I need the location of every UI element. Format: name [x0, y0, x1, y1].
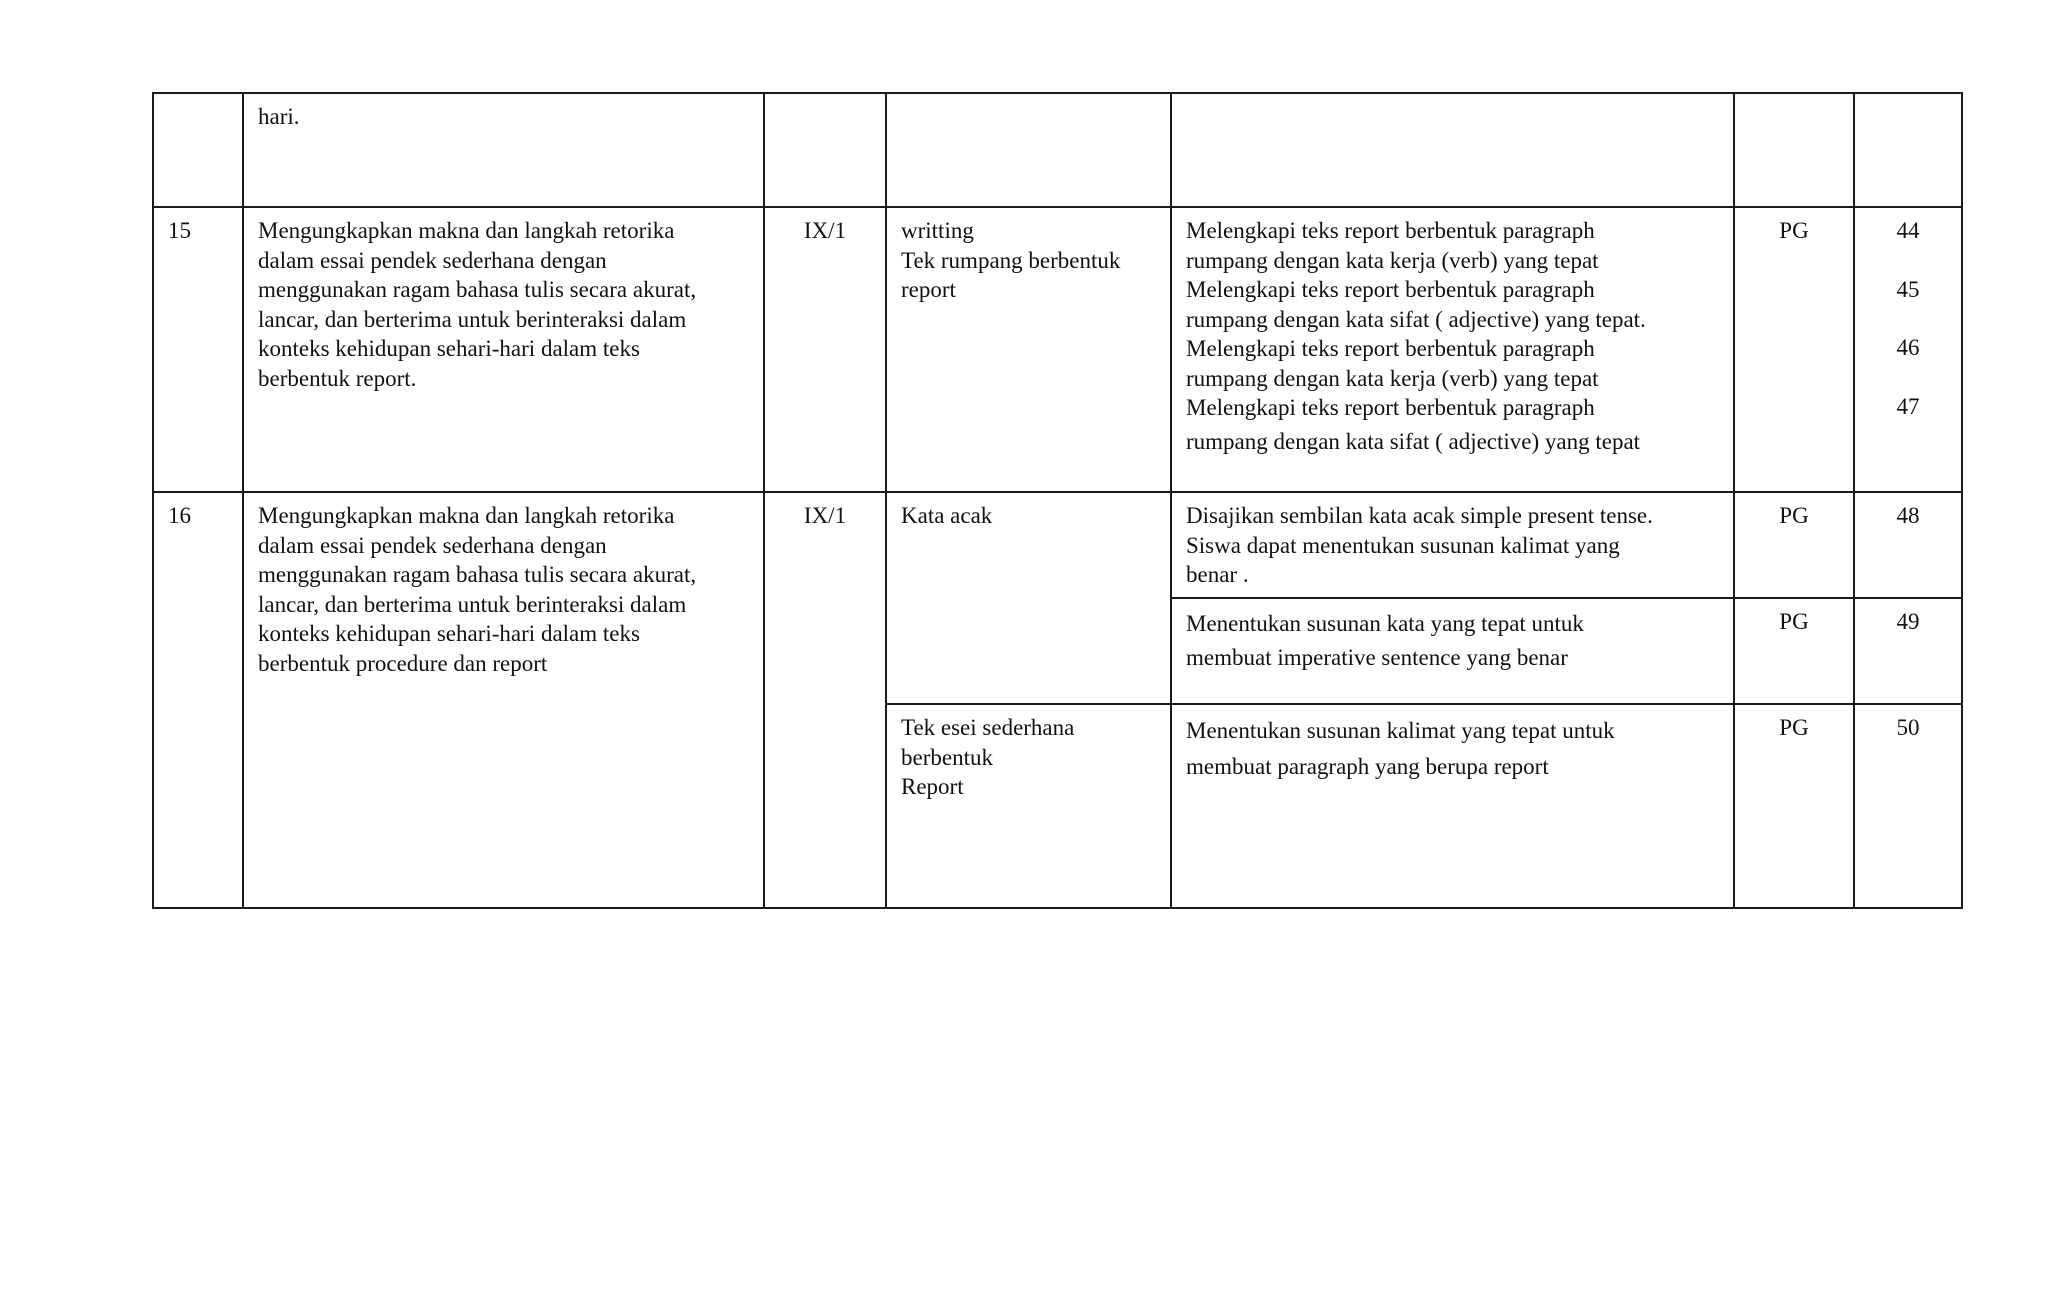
cell-indicator	[1171, 492, 1734, 598]
indicator-line: benar .	[1186, 562, 1249, 587]
indicator-line: Melengkapi teks report berbentuk paragraph	[1186, 395, 1595, 420]
material-line: Tek rumpang berbentuk	[901, 247, 1121, 273]
material-line: writting	[901, 218, 974, 243]
item-number: 46	[1896, 335, 1920, 360]
indicator-line: Menentukan susunan kalimat yang tepat untuk	[1186, 718, 1615, 743]
competency-line: menggunakan ragam bahasa tulis secara akurat,	[258, 277, 697, 302]
class-label: IX/1	[803, 503, 847, 528]
indicator-line: rumpang dengan kata kerja (verb) yang tepat	[1186, 247, 1599, 273]
competency-line: menggunakan ragam bahasa tulis secara akurat,	[258, 562, 697, 587]
indicator-line: rumpang dengan kata sifat ( adjective) yang tepat	[1186, 428, 1641, 454]
class-label: IX/1	[803, 218, 847, 243]
item-number: 48	[1896, 503, 1920, 528]
indicator-line: Siswa dapat menentukan susunan kalimat yang	[1186, 532, 1620, 558]
blueprint-table	[152, 92, 1963, 909]
material-line: report	[901, 277, 956, 302]
row-number: 15	[168, 218, 191, 243]
indicator-line: membuat imperative sentence yang benar	[1186, 645, 1568, 670]
cell-indicator	[1171, 207, 1734, 492]
indicator-line: rumpang dengan kata kerja (verb) yang tepat	[1186, 365, 1599, 391]
indicator-line: Melengkapi teks report berbentuk paragraph	[1186, 218, 1595, 243]
form-label: PG	[1779, 609, 1809, 634]
form-label: PG	[1779, 715, 1809, 740]
cell-material	[886, 93, 1171, 207]
item-number: 49	[1896, 609, 1920, 634]
cell-class	[764, 93, 886, 207]
item-number: 45	[1896, 276, 1920, 302]
indicator-line: membuat paragraph yang berupa report	[1186, 754, 1549, 779]
material-line: Tek esei sederhana	[901, 715, 1075, 740]
indicator-line: rumpang dengan kata sifat ( adjective) yang tepat.	[1186, 306, 1646, 332]
row-number: 16	[168, 503, 191, 528]
cell-no	[153, 207, 243, 492]
cell-no	[153, 93, 243, 207]
cell-number	[1854, 93, 1962, 207]
competency-line: konteks kehidupan sehari-hari dalam teks	[258, 336, 640, 361]
indicator-line: Menentukan susunan kata yang tepat untuk	[1186, 611, 1584, 636]
cell-no	[153, 492, 243, 908]
competency-line: konteks kehidupan sehari-hari dalam teks	[258, 621, 640, 646]
cell-material	[886, 492, 1171, 704]
cell-indicator	[1171, 598, 1734, 704]
table-row-16a	[153, 492, 1962, 598]
material-line: berbentuk	[901, 744, 993, 770]
competency-line: Mengungkapkan makna dan langkah retorika	[258, 218, 675, 243]
competency-line: Mengungkapkan makna dan langkah retorika	[258, 503, 675, 528]
indicator-line: Melengkapi teks report berbentuk paragraph	[1186, 336, 1595, 361]
cell-number	[1854, 704, 1962, 908]
cell-competency	[243, 93, 764, 207]
cell-form	[1734, 492, 1854, 598]
table-row-continued	[153, 93, 1962, 207]
item-number: 44	[1896, 218, 1920, 243]
cell-number	[1854, 207, 1962, 492]
cell-form	[1734, 704, 1854, 908]
table-row-15	[153, 207, 1962, 492]
material-line: Kata acak	[901, 503, 993, 528]
cell-competency	[243, 492, 764, 908]
material-line: Report	[901, 774, 964, 799]
competency-line: berbentuk report.	[258, 365, 417, 391]
cell-class	[764, 492, 886, 908]
indicator-line: Disajikan sembilan kata acak simple present tense.	[1186, 503, 1653, 528]
indicator-line: Melengkapi teks report berbentuk paragraph	[1186, 277, 1595, 302]
cell-competency	[243, 207, 764, 492]
cell-indicator	[1171, 704, 1734, 908]
cell-number	[1854, 598, 1962, 704]
cell-material	[886, 704, 1171, 908]
competency-line: lancar, dan berterima untuk berinteraksi dalam	[258, 591, 687, 617]
cell-indicator	[1171, 93, 1734, 207]
form-label: PG	[1779, 503, 1809, 528]
cell-material	[886, 207, 1171, 492]
cell-form	[1734, 93, 1854, 207]
cell-class	[764, 207, 886, 492]
item-number: 47	[1896, 393, 1920, 419]
form-label: PG	[1779, 218, 1809, 243]
cell-form	[1734, 598, 1854, 704]
cell-number	[1854, 492, 1962, 598]
item-number: 50	[1896, 715, 1920, 740]
competency-line: hari.	[258, 104, 300, 129]
competency-line: berbentuk procedure dan report	[258, 650, 548, 676]
competency-line: dalam essai pendek sederhana dengan	[258, 532, 607, 558]
competency-line: dalam essai pendek sederhana dengan	[258, 247, 607, 273]
competency-line: lancar, dan berterima untuk berinteraksi dalam	[258, 306, 687, 332]
cell-form	[1734, 207, 1854, 492]
